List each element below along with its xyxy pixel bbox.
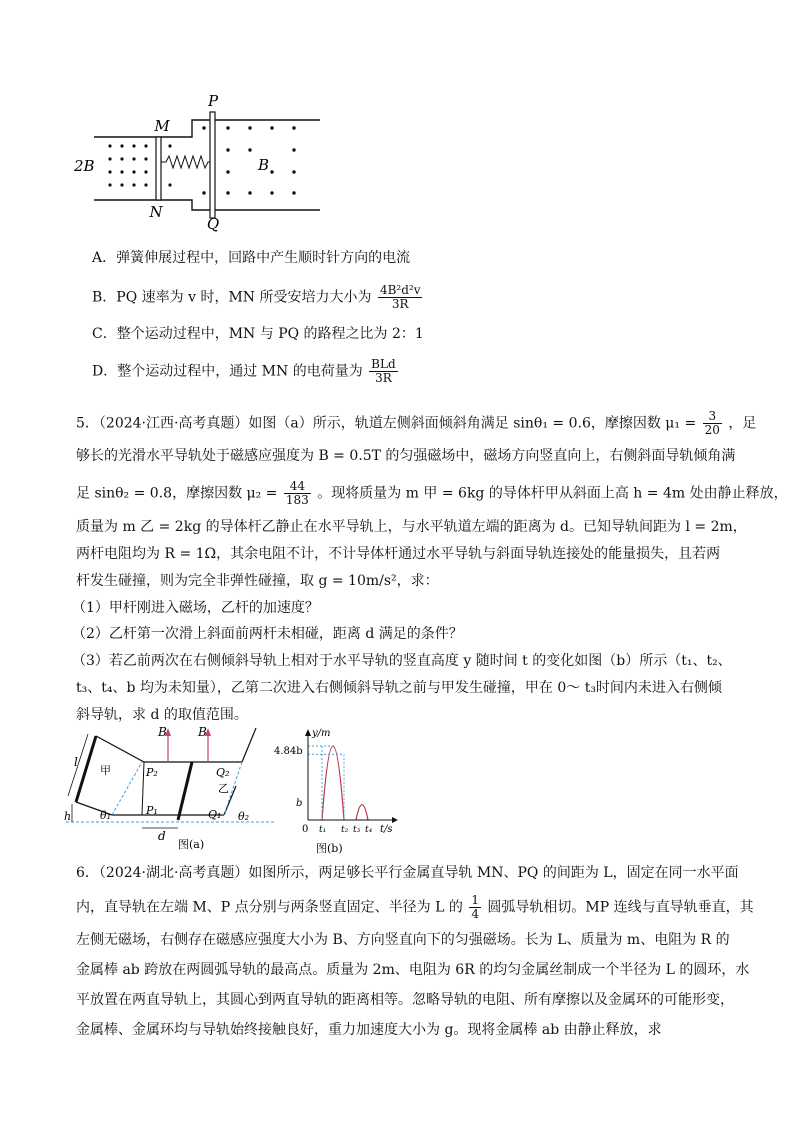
option-b-text: B．PQ 速率为 v 时，MN 所受安培力大小为: [92, 289, 372, 306]
y-tick-high: 4.84b: [274, 746, 303, 757]
q5-part-3-line-1: （3）若乙前两次在右侧倾斜导轨上相对于水平导轨的竖直高度 y 随时间 t 的变化如图（b）所示（t₁、t₂、: [72, 653, 732, 669]
y-axis-arrow: [305, 729, 311, 736]
series-1-arc: [322, 746, 344, 820]
q5-mu1-numerator: 3: [703, 410, 722, 424]
figure-b-chart: [274, 726, 400, 855]
label-q: Q: [206, 215, 220, 233]
right-field-dots: [202, 126, 295, 194]
q6-line-5: 平放置在两直导轨上，其圆心到两直导轨的距离相等。忽略导轨的电阻、所有摩擦以及金属环的可能形变，: [76, 992, 734, 1008]
q6-line-4: 金属棒 ab 跨放在两圆弧导轨的最高点。质量为 2m、电阻为 6R 的均匀金属丝制成一个半径为 L 的圆环，水: [76, 962, 750, 978]
lower-rail: [94, 200, 320, 210]
option-d-numerator: BLd: [371, 357, 396, 371]
q5-line-6: 杆发生碰撞，则为完全非弹性碰撞，取 g = 10m/s²，求：: [76, 573, 439, 589]
q5-part-3-line-3: 斜导轨，求 d 的取值范围。: [76, 707, 248, 723]
label-q1: Q₁: [208, 808, 222, 821]
option-d-fraction: [369, 358, 397, 385]
q5-line-2: 够长的光滑水平导轨处于磁感应强度为 B = 0.5T 的匀强磁场中，磁场方向竖直向上，右侧斜面导轨倾角满: [76, 448, 736, 464]
q5-line-1: [76, 410, 756, 437]
label-p2: P₂: [146, 766, 158, 779]
label-p: P: [207, 92, 219, 110]
rod-yi: [178, 762, 192, 820]
q6-line-2-text: 内，直导轨在左端 M、P 点分别与两条竖直固定、半径为 L 的: [76, 899, 463, 916]
label-yi: 乙: [218, 782, 229, 795]
option-d: [92, 358, 400, 385]
label-b: B: [258, 156, 270, 174]
incline-right-upper: [242, 728, 256, 762]
caption-b: 图(b): [316, 842, 343, 855]
label-b2: B: [198, 725, 207, 739]
label-m: M: [154, 117, 170, 135]
x-tick-t2: t₂: [341, 825, 349, 835]
q5-mu1-fraction: [703, 410, 722, 437]
label-h: h: [64, 810, 72, 823]
x-tick-t4: t₄: [365, 825, 373, 835]
q5-line-1-text: 5．（2024·江西·高考真题）如图（a）所示，轨道左侧斜面倾斜角满足 sinθ₁ = 0.6，摩擦因数 μ₁ =: [76, 415, 697, 432]
rod-jia: [76, 736, 96, 802]
q6-line-2: [76, 894, 754, 921]
label-q2: Q₂: [216, 766, 230, 779]
label-d: d: [158, 829, 166, 843]
option-b-fraction: [378, 284, 423, 311]
left-field-dots: [108, 144, 171, 186]
q6-line-1: 6．（2024·湖北·高考真题）如图所示，两足够长平行金属直导轨 MN、PQ 的间距为 L，固定在同一水平面: [76, 865, 739, 881]
option-d-text: D．整个运动过程中，通过 MN 的电荷量为: [92, 363, 363, 380]
x-tick-t1: t₁: [319, 825, 327, 835]
label-p1: P₁: [146, 804, 158, 817]
incline-left-upper-edge: [96, 736, 144, 762]
label-b1: B: [158, 725, 167, 739]
rail-left-link: [142, 762, 144, 815]
label-theta1: θ₁: [100, 809, 112, 822]
left-dashed-edge: [112, 762, 142, 815]
q6-line-2-tail: 圆弧导轨相切。MP 连线与直导轨垂直，其: [487, 899, 754, 916]
option-b: [92, 284, 424, 311]
series-2-arc: [356, 805, 368, 820]
caption-a: 图(a): [178, 838, 205, 851]
q5-part-2: （2）乙杆第一次滑上斜面前两杆未相碰，距离 d 满足的条件？: [72, 626, 463, 642]
rod-mn: [156, 137, 161, 200]
q5-part-3-line-2: t₃、t₄、b 均为未知量），乙第二次进入右侧倾斜导轨之前与甲发生碰撞，甲在 0～ t₃时间内未进入右侧倾: [76, 680, 722, 696]
q5-line-5: 两杆电阻均为 R = 1Ω，其余电阻不计，不计导体杆通过水平导轨与斜面导轨连接处的能量损失，且若两: [76, 546, 721, 562]
rod-pq: [210, 112, 215, 218]
label-jia: 甲: [100, 764, 111, 777]
y-tick-low: b: [296, 798, 303, 809]
x-tick-t3: t₃: [353, 825, 361, 835]
origin-label: 0: [302, 824, 309, 835]
option-a: A．弹簧伸展过程中，回路中产生顺时针方向的电流: [92, 250, 411, 266]
q6-quarter-denominator: 4: [471, 907, 479, 921]
q5-line-3: [76, 480, 788, 507]
option-d-denominator: 3R: [375, 371, 392, 385]
option-c: C．整个运动过程中，MN 与 PQ 的路程之比为 2：1: [92, 326, 424, 342]
label-2b: 2B: [74, 157, 95, 175]
q5-line-3-text: 足 sinθ₂ = 0.8，摩擦因数 μ₂ =: [76, 485, 278, 502]
figure-a: [66, 722, 276, 850]
q6-line-6: 金属棒、金属环均与导轨始终接触良好，重力加速度大小为 g。现将金属棒 ab 由静止释放，求: [76, 1022, 662, 1038]
q5-mu2-numerator: 44: [284, 480, 311, 494]
q5-mu2-denominator: 183: [285, 493, 309, 507]
option-b-numerator: 4B²d²v: [379, 283, 421, 297]
q5-mu2-fraction: [284, 480, 311, 507]
q5-mu1-denominator: 20: [704, 423, 720, 437]
x-axis-arrow: [392, 817, 398, 823]
q5-line-3-tail: 。现将质量为 m 甲 = 6kg 的导体杆甲从斜面上高 h = 4m 处由静止释放，: [317, 485, 788, 502]
upper-rail: [94, 120, 320, 137]
label-n: N: [149, 203, 163, 221]
x-axis-label: t/s: [380, 824, 393, 835]
label-theta2: θ₂: [238, 810, 250, 823]
y-axis-label: y/m: [312, 728, 331, 739]
option-b-denominator: 3R: [391, 297, 409, 311]
l-dimension: [68, 734, 88, 796]
q5-line-4: 质量为 m 乙 = 2kg 的导体杆乙静止在水平导轨上，与水平轨道左端的距离为 d。已知导轨间距为 l = 2m，: [76, 519, 747, 535]
figure-rails-spring: [70, 92, 340, 232]
q6-quarter-fraction: [469, 894, 481, 921]
q6-line-3: 左侧无磁场，右侧存在磁感应强度大小为 B、方向竖直向下的匀强磁场。长为 L、质量为 m、电阻为 R 的: [76, 932, 730, 948]
q5-part-1: （1）甲杆刚进入磁场，乙杆的加速度？: [72, 600, 319, 616]
label-l: l: [74, 755, 78, 769]
spring: [161, 156, 212, 168]
q6-quarter-numerator: 1: [471, 893, 479, 907]
q5-line-1-tail: ，足: [728, 415, 757, 432]
